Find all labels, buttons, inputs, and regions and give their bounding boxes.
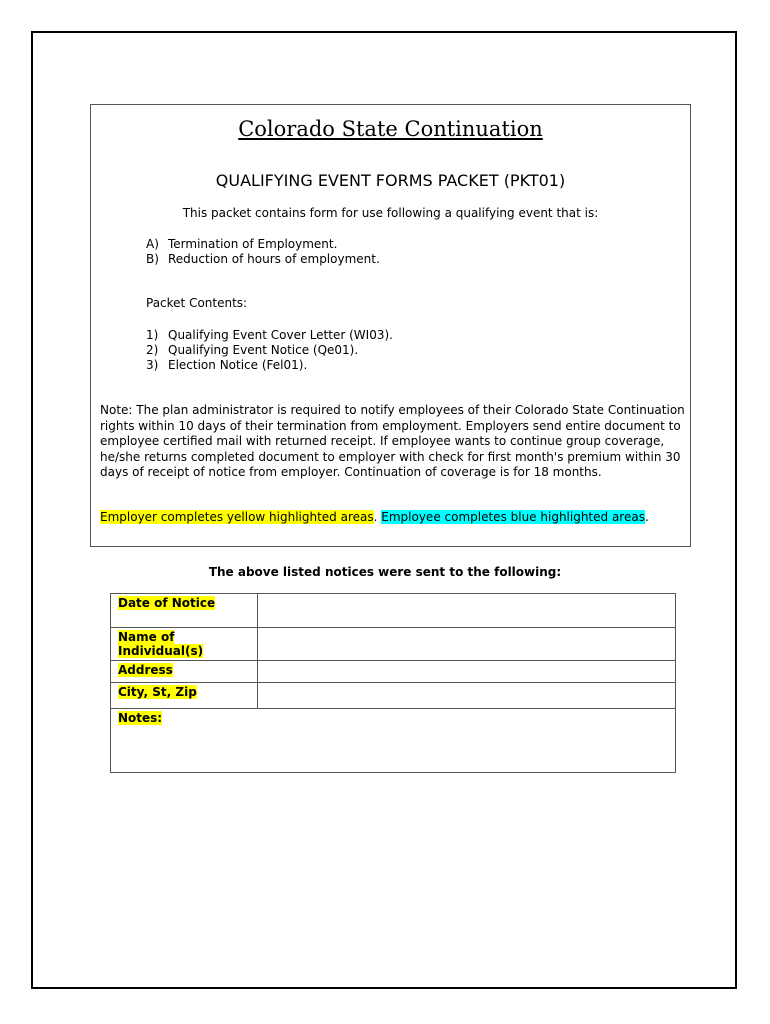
name-of-individuals-label: Name of Individual(s) bbox=[118, 630, 204, 658]
list-item bbox=[146, 343, 393, 358]
notes-field[interactable] bbox=[111, 709, 676, 773]
city-st-zip-field[interactable] bbox=[258, 683, 676, 709]
sent-heading: The above listed notices were sent to the following: bbox=[208, 565, 562, 579]
address-label-cell bbox=[111, 661, 258, 683]
list-item-text: Election Notice (Fel01). bbox=[168, 358, 308, 372]
address-field[interactable] bbox=[258, 661, 676, 683]
employee-highlight-text: Employee completes blue highlighted areas bbox=[381, 510, 645, 524]
highlight-instructions bbox=[100, 510, 649, 524]
city-st-zip-label: City, St, Zip bbox=[118, 685, 197, 699]
date-of-notice-label-cell bbox=[111, 594, 258, 628]
administrator-note: Note: The plan administrator is required to notify employees of their Colorado State Continuation rights within 10 days of their termination from employment. Employers send entire document to employee certified mail with returned receipt. If employee wants to continue group coverage, he/she returns completed document to employer with check for first month's premium within 30 days of receipt of notice from employer. Continuation of coverage is for 18 months. bbox=[100, 403, 685, 479]
table-row bbox=[111, 683, 676, 709]
document-title: Colorado State Continuation bbox=[238, 117, 543, 141]
list-item bbox=[146, 252, 380, 267]
employer-highlight-text: Employer completes yellow highlighted areas bbox=[100, 510, 374, 524]
list-item-marker: 2) bbox=[146, 343, 159, 357]
highlight-separator: . bbox=[373, 510, 382, 524]
list-item-marker: A) bbox=[146, 237, 159, 251]
city-label-cell bbox=[111, 683, 258, 709]
qualifying-events-list bbox=[146, 237, 380, 267]
highlight-end: . bbox=[644, 510, 649, 524]
list-item-marker: 3) bbox=[146, 358, 159, 372]
date-of-notice-field[interactable] bbox=[258, 594, 676, 628]
table-row bbox=[111, 709, 676, 773]
date-of-notice-label: Date of Notice bbox=[118, 596, 216, 610]
list-item-text: Qualifying Event Notice (Qe01). bbox=[168, 343, 359, 357]
packet-contents-label: Packet Contents: bbox=[146, 296, 248, 310]
list-item-text: Termination of Employment. bbox=[168, 237, 338, 251]
packet-contents-list bbox=[146, 328, 393, 373]
notice-recipient-form bbox=[110, 593, 676, 773]
list-item-marker: 1) bbox=[146, 328, 159, 342]
table-row bbox=[111, 628, 676, 661]
name-label-cell bbox=[111, 628, 258, 661]
list-item bbox=[146, 328, 393, 343]
table-row bbox=[111, 661, 676, 683]
list-item-marker: B) bbox=[146, 252, 159, 266]
packet-subtitle: QUALIFYING EVENT FORMS PACKET (PKT01) bbox=[215, 171, 566, 190]
packet-info-box bbox=[90, 104, 691, 547]
list-item bbox=[146, 237, 380, 252]
list-item bbox=[146, 358, 393, 373]
notes-label: Notes: bbox=[118, 711, 163, 725]
list-item-text: Qualifying Event Cover Letter (WI03). bbox=[168, 328, 393, 342]
address-label: Address bbox=[118, 663, 173, 677]
intro-text: This packet contains form for use following a qualifying event that is: bbox=[182, 206, 599, 220]
list-item-text: Reduction of hours of employment. bbox=[168, 252, 380, 266]
table-row bbox=[111, 594, 676, 628]
name-of-individuals-field[interactable] bbox=[258, 628, 676, 661]
